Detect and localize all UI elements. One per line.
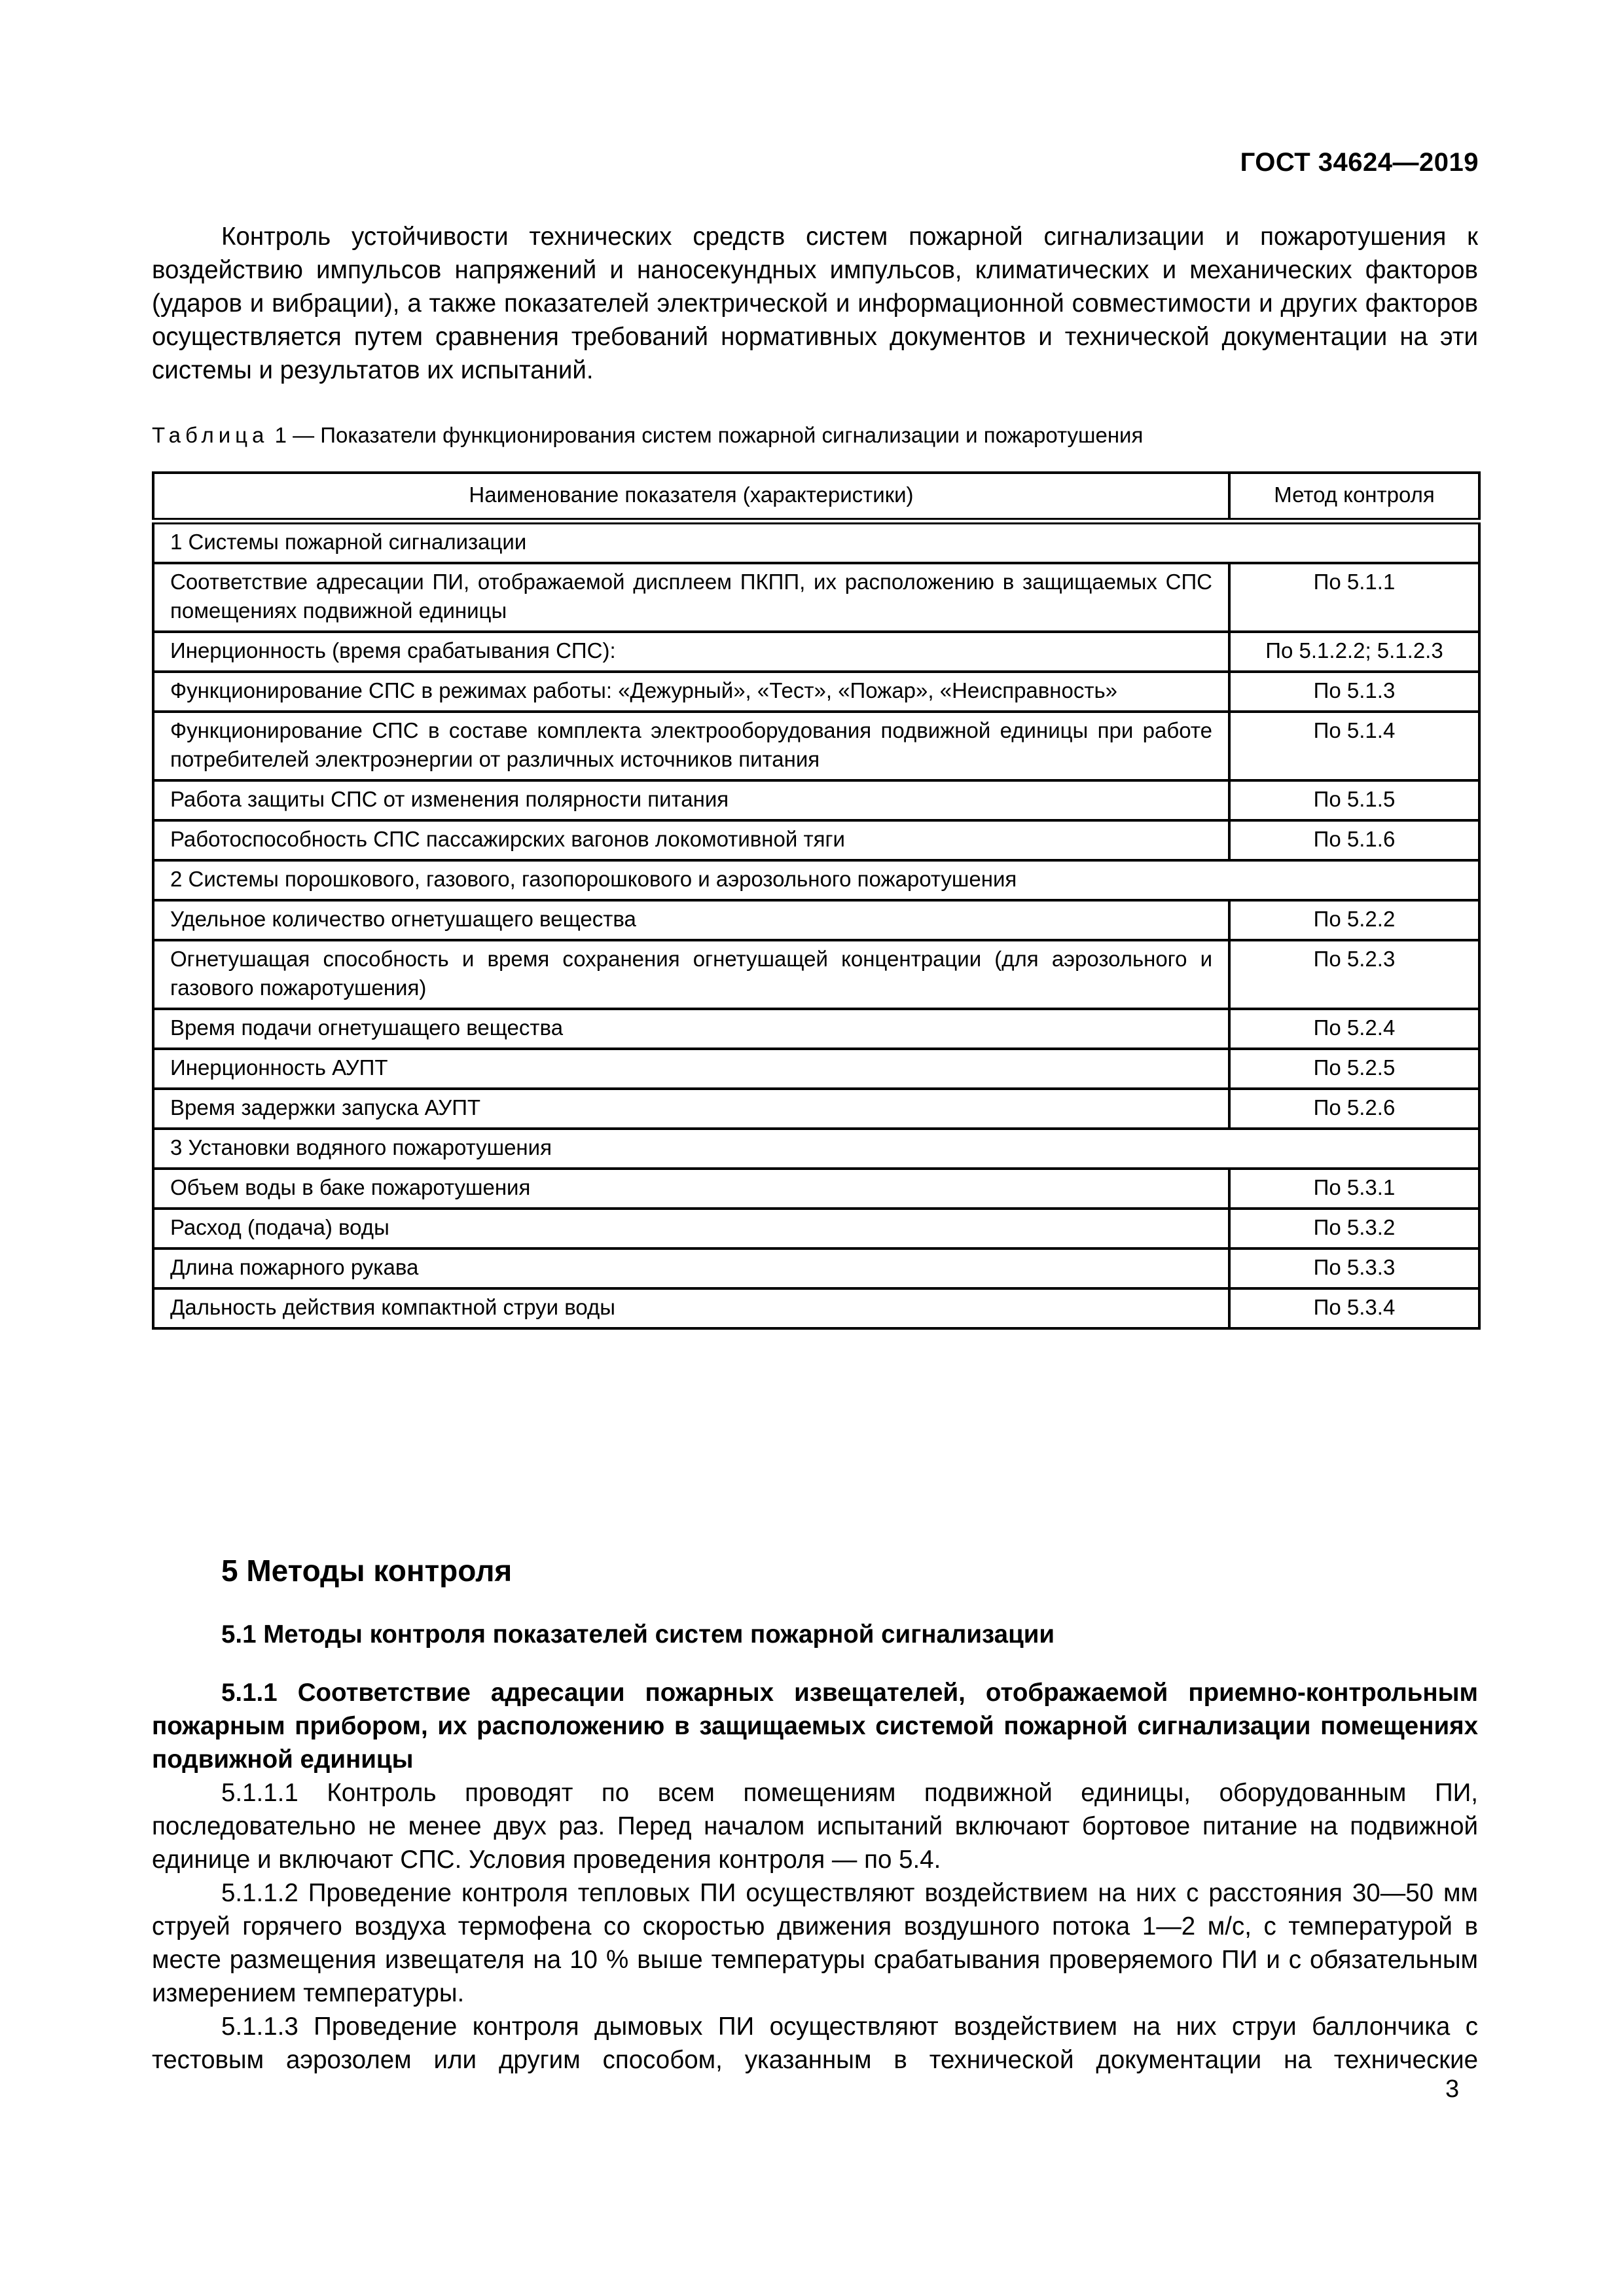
table-section-row xyxy=(153,860,1479,900)
table-row xyxy=(153,1209,1479,1248)
section-heading-5: 5 Методы контроля xyxy=(221,1554,513,1588)
indicator-name: Дальность действия компактной струи воды xyxy=(153,1288,1229,1328)
indicator-name: Расход (подача) воды xyxy=(153,1209,1229,1248)
control-method: По 5.2.3 xyxy=(1229,940,1479,1009)
table-row xyxy=(153,672,1479,712)
control-method: По 5.2.5 xyxy=(1229,1049,1479,1089)
paragraph-5-1-1-2: 5.1.1.2 Проведение контроля тепловых ПИ осуществляют воздействием на них с расстояния 30—50 мм струей горячего воздуха термофена со скоростью движения воздушного потока 1—2 м/с, с температурой в месте размещения извещателя на 10 % выше температуры срабатывания проверяемого ПИ и с обязательным измерением температуры. xyxy=(152,1879,1478,2007)
column-header-name: Наименование показателя (характеристики) xyxy=(153,473,1229,521)
control-method: По 5.3.3 xyxy=(1229,1248,1479,1288)
table-row xyxy=(153,1049,1479,1089)
table-caption xyxy=(152,422,1143,448)
control-method: По 5.1.2.2; 5.1.2.3 xyxy=(1229,632,1479,672)
section-label: 2 Системы порошкового, газового, газопорошкового и аэрозольного пожаротушения xyxy=(153,860,1479,900)
indicator-name: Работа защиты СПС от изменения полярности питания xyxy=(153,780,1229,820)
table-section-row xyxy=(153,1129,1479,1169)
control-method: По 5.1.5 xyxy=(1229,780,1479,820)
subsection-heading-5-1-1: 5.1.1 Соответствие адресации пожарных извещателей, отображаемой приемно-контрольным пожарным прибором, их расположению в защищаемых системой пожарной сигнализации помещениях подвижной единицы xyxy=(152,1679,1478,1774)
control-method: По 5.2.6 xyxy=(1229,1089,1479,1129)
table-row xyxy=(153,820,1479,860)
indicator-name: Работоспособность СПС пассажирских вагонов локомотивной тяги xyxy=(153,820,1229,860)
table-row xyxy=(153,712,1479,780)
intro-block xyxy=(152,220,1478,387)
indicator-name: Огнетушащая способность и время сохранения огнетушащей концентрации (для аэрозольного и газового пожаротушения) xyxy=(153,940,1229,1009)
indicator-name: Функционирование СПС в режимах работы: «Дежурный», «Тест», «Пожар», «Неисправность» xyxy=(153,672,1229,712)
column-header-method: Метод контроля xyxy=(1229,473,1479,521)
table-row xyxy=(153,780,1479,820)
table-row xyxy=(153,940,1479,1009)
table-header-row xyxy=(153,473,1479,521)
page-number: 3 xyxy=(1445,2075,1460,2103)
table-row xyxy=(153,632,1479,672)
table-caption-prefix: Таблица xyxy=(152,423,269,447)
section-5-body xyxy=(152,1676,1478,2077)
indicator-name: Инерционность (время срабатывания СПС): xyxy=(153,632,1229,672)
table-row xyxy=(153,1089,1479,1129)
paragraph-5-1-1-3: 5.1.1.3 Проведение контроля дымовых ПИ осуществляют воздействием на них струи баллончика с тестовым аэрозолем или другим способом, указанным в технической документации на технические xyxy=(152,2013,1478,2074)
indicator-name: Инерционность АУПТ xyxy=(153,1049,1229,1089)
indicators-table xyxy=(152,471,1481,1330)
control-method: По 5.1.6 xyxy=(1229,820,1479,860)
control-method: По 5.3.1 xyxy=(1229,1169,1479,1209)
table-row xyxy=(153,1169,1479,1209)
indicator-name: Удельное количество огнетушащего вещества xyxy=(153,900,1229,940)
indicator-name: Время подачи огнетушащего вещества xyxy=(153,1009,1229,1049)
control-method: По 5.3.4 xyxy=(1229,1288,1479,1328)
indicator-name: Время задержки запуска АУПТ xyxy=(153,1089,1229,1129)
control-method: По 5.2.2 xyxy=(1229,900,1479,940)
table-row xyxy=(153,1288,1479,1328)
section-label: 1 Системы пожарной сигнализации xyxy=(153,521,1479,563)
indicator-name: Функционирование СПС в составе комплекта электрооборудования подвижной единицы при работе потребителей электроэнергии от различных источников питания xyxy=(153,712,1229,780)
control-method: По 5.2.4 xyxy=(1229,1009,1479,1049)
control-method: По 5.1.1 xyxy=(1229,563,1479,632)
control-method: По 5.1.4 xyxy=(1229,712,1479,780)
table-row xyxy=(153,563,1479,632)
indicator-name: Длина пожарного рукава xyxy=(153,1248,1229,1288)
control-method: По 5.1.3 xyxy=(1229,672,1479,712)
table-section-row xyxy=(153,521,1479,563)
intro-paragraph: Контроль устойчивости технических средств систем пожарной сигнализации и пожаротушения к воздействию импульсов напряжений и наносекундных импульсов, климатических и механических факторов (ударов и вибрации), а также показателей электрической и информационной совместимости и других факторов осуществляется путем сравнения требований нормативных документов и технической документации на эти системы и результатов их испытаний. xyxy=(152,223,1478,384)
section-label: 3 Установки водяного пожаротушения xyxy=(153,1129,1479,1169)
document-header-id: ГОСТ 34624—2019 xyxy=(1240,148,1479,177)
subsection-heading-5-1: 5.1 Методы контроля показателей систем пожарной сигнализации xyxy=(221,1620,1055,1649)
indicator-name: Соответствие адресации ПИ, отображаемой дисплеем ПКПП, их расположению в защищаемых СПС помещениях подвижной единицы xyxy=(153,563,1229,632)
table-row xyxy=(153,900,1479,940)
indicator-name: Объем воды в баке пожаротушения xyxy=(153,1169,1229,1209)
table-row xyxy=(153,1009,1479,1049)
paragraph-5-1-1-1: 5.1.1.1 Контроль проводят по всем помещениям подвижной единицы, оборудованным ПИ, последовательно не менее двух раз. Перед началом испытаний включают бортовое питание на подвижной единице и включают СПС. Условия проведения контроля — по 5.4. xyxy=(152,1779,1478,1874)
table-caption-text: 1 — Показатели функционирования систем пожарной сигнализации и пожаротушения xyxy=(274,423,1144,447)
table-row xyxy=(153,1248,1479,1288)
control-method: По 5.3.2 xyxy=(1229,1209,1479,1248)
